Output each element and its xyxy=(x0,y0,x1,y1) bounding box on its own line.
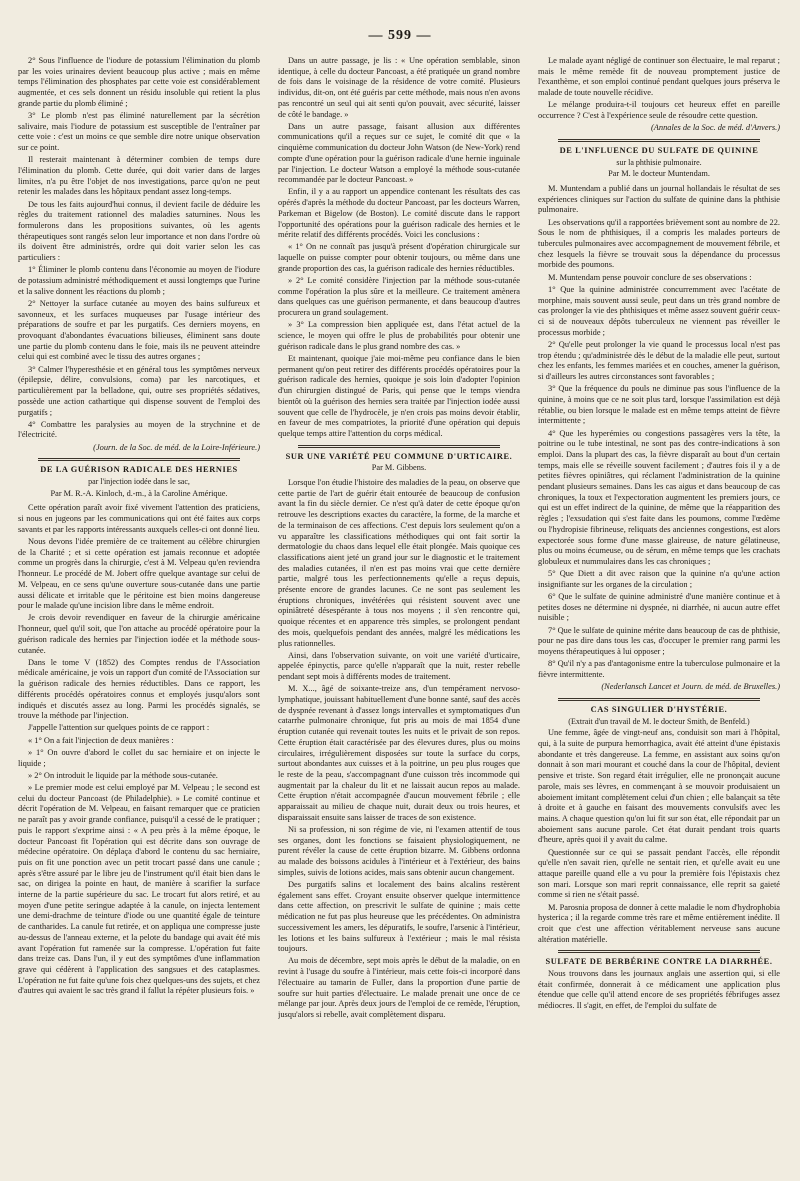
paragraph: M. Muntendam a publié dans un journal hollandais le résultat de ses expériences cliniques sur l'action du sulfate de quinine dans la phthisie pulmonaire. xyxy=(538,184,780,215)
paragraph: J'appelle l'attention sur quelques points de ce rapport : xyxy=(28,723,210,733)
paragraph: M. Parosnia proposa de donner à cette maladie le nom d'hydrophobia hysterica ; il la regarde comme très rare et même entièrement inédite. Il croit que c'est une affection véritablement nerveuse sans aucune altération matérielle. xyxy=(538,902,780,944)
paragraph: « 1° On ne connaît pas jusqu'à présent d'opération chirurgicale sur laquelle on puisse compter pour obtenir toujours, ou même dans une grande proportion des cas, la guérison radicale des hernies réductibles. xyxy=(278,242,520,273)
article-byline: Par M. Gibbens. xyxy=(371,463,427,473)
paragraph: 2° Qu'elle peut prolonger la vie quand le processus local n'est pas trop étendu ; qu'administrée dès le début de la maladie elle peut, surtout chez les enfants, les femmes mariées et en couches, amener la guérison, si d'ailleurs les autres circonstances sont favorables ; xyxy=(538,339,780,381)
paragraph: 3° Que la fréquence du pouls ne diminue pas sous l'influence de la quinine, à moins que ce ne soit plus tard, lorsque l'assimilation est déjà rétablie, ou bien lorsque le malade est en même temps atteint de fièvre intermittente ; xyxy=(538,384,780,426)
paragraph: 3° Calmer l'hyperesthésie et en général tous les symptômes nerveux (épilepsie, délire, convulsions, coma) par les narcotiques, et particulièrement par la belladone, qui, outre ses propriétés sédatives, possède une action cathartique qui dispense souvent de l'emploi des purgatifs ; xyxy=(18,364,260,417)
paragraph: » 1° On ouvre d'abord le collet du sac herniaire et on injecte le liquide ; xyxy=(18,747,260,768)
paragraph: Cette opération paraît avoir fixé vivement l'attention des praticiens, si nous en jugeons par les communications qui ont été faites aux corps savants et par les rapports intéressants auxquels celles-ci ont donné lieu. xyxy=(18,503,260,534)
citation: (Journ. de la Soc. de méd. de la Loire-Inférieure.) xyxy=(93,442,260,452)
paragraph: Dans un autre passage, je lis : « Une opération semblable, sinon identique, à celle du docteur Pancoast, a été pratiquée un grand nombre de fois dans le voisinage de la résidence de votre comité. Plusieurs individus, dit-on, ont été guéris par cette méthode, mais nous n'en avons pas rencontré un seul qui ait senti qu'on pouvait, avec sécurité, laisser de côté le bandage. » xyxy=(278,56,520,119)
article-byline: Par M. le docteur Muntendam. xyxy=(608,169,710,179)
column-left xyxy=(18,56,260,1166)
paragraph: 4° Combattre les paralysies au moyen de la strychnine et de l'électricité. xyxy=(18,419,260,440)
paragraph: 6° Que le sulfate de quinine administré d'une manière continue et à petites doses ne détermine ni dyspnée, ni diarrhée, ni aucun autre effet nuisible ; xyxy=(538,592,780,623)
paragraph: 4° Que les hyperémies ou congestions passagères vers la tête, la poitrine ou le tube intestinal, ne sont pas des contre-indications à son emploi. Dans la plupart des cas, la fièvre disparaît au bout d'un certain temps, mais elle se réveille souvent facilement ; d'autres fois il y a de petites fièvres opiniâtres, qui réclament l'administration de la quinine pendant plusieurs semaines. Dans les cas aigus et dans beaucoup de cas chroniques, la toux et l'expectoration augmentent les premiers jours, ce qui est un effet indirect de la quinine, de même que la réapparition des règles ; l'exsudation qui s'est faite dans les poumons, comme l'œdème ou l'hydropisie fibrineuse, reliquats des anciennes congestions, est alors expectorée sous forme d'une masse glaireuse, de nature gélatineuse, plus ou moins écumeuse, ou de sérum, en même temps que les crachats globuleux et nummulaires dans les cas chroniques ; xyxy=(538,428,780,566)
paragraph: Et maintenant, quoique j'aie moi-même peu confiance dans le bien permanent qu'on peut retirer des différents procédés opératoires pour la guérison radicale des hernies, quoique je sois loin d'adopter l'opinion d'un chirurgien distingué de Paris, qui pense que le temps viendra bientôt où la guérison des hernies sera traitée par l'injection iodée aussi souvent que celle de l'hydrocèle, je n'en crois pas moins devoir établir, en faveur de mes compatriotes, la priorité d'une opération qui depuis quelque temps attire l'attention du corps médical. xyxy=(278,353,520,438)
paragraph: 1° Que la quinine administrée concurremment avec l'acétate de morphine, mais souvent aussi seule, peut dans un très grand nombre de cas prolonger la vie des phthisiques et même assez souvent guérir ceux-ci si de nouveaux dépôts tuberculeux ne viennent pas réveiller le processus morbide ; xyxy=(538,284,780,337)
citation: (Nederlansch Lancet et Journ. de méd. de Bruxelles.) xyxy=(601,682,780,692)
section-divider xyxy=(558,139,760,142)
paragraph: M. X..., âgé de soixante-treize ans, d'un tempérament nervoso-lymphatique, jouissant habituellement d'une bonne santé, sauf des accès de dyspnée revenant à d'assez longs intervalles et symptomatiques d'un catarrhe pulmonaire chronique, fut pris au mois de mai 1854 d'une éruption cutanée qui revenait toutes les nuits et le privait de son repos. Cette éruption était caractérisée par des élevures dures, plus ou moins circulaires, irrégulièrement disposées sur toute la surface du corps, surtout abondantes aux cuisses et à la poitrine, un peu plus rouges que le reste de la peau, s'accompagnant d'une cuisson très incommode qui augmentait par la chaleur du lit et ne laissait aucun repos au malade. Cette éruption n'était accompagnée d'aucun mouvement fébrile ; elle apparaissait au milieu de chaque nuit, durait deux ou trois heures, et disparaissait ensuite sans laisser de traces de son existence. xyxy=(278,684,520,822)
paragraph: Dans le tome V (1852) des Comptes rendus de l'Association médicale américaine, je vois un rapport d'un comité de l'Association sur la guérison radicale des hernies réductibles. Dans ce rapport, les différents procédés opératoires connus et employés jusqu'alors sont indiqués et discutés assez au long. Parmi les procédés signalés, se trouve la méthode par l'injection. xyxy=(18,657,260,721)
paragraph: De tous les faits aujourd'hui connus, il devient facile de déduire les règles du traitement rationnel des maladies saturnines. Nous les formulerons dans les propositions suivantes, où les agents thérapeutiques sont rangés selon leur importance et non dans l'ordre où ils doivent être administrés, ordre qui doit varier selon les cas particuliers : xyxy=(18,199,260,263)
paragraph: » 2° Le comité considère l'injection par la méthode sous-cutanée comme l'opération la plus sûre et la meilleure. Ce traitement amènera dans quelques cas une guérison permanente, et dans beaucoup d'autres procurera un grand soulagement. xyxy=(278,276,520,318)
paragraph: Nous trouvons dans les journaux anglais une assertion qui, si elle était confirmée, donnerait à ce médicament une application plus étendue que celle qu'il attend encore de ses propriétés fébrifuges assez médiocres. Il s'agit, en effet, de l'emploi du sulfate de xyxy=(538,969,780,1011)
paragraph: 5° Que Diett a dit avec raison que la quinine n'a qu'une action insignifiante sur les organes de la circulation ; xyxy=(538,569,780,589)
section-divider xyxy=(298,445,500,448)
column-right xyxy=(538,56,780,1166)
article-title: SULFATE DE BERBÉRINE CONTRE LA DIARRHÉE. xyxy=(545,957,773,967)
paragraph: Des purgatifs salins et localement des bains alcalins restèrent également sans effet. Croyant ensuite observer quelque intermittence dans cette affection, on prescrivit le sulfate de quinine ; mais cette médication ne fut pas plus heureuse que les précédentes. On administra successivement les amers, les dépuratifs, le soufre, l'arsenic à l'intérieur, les lotions et les bains sulfureux à l'extérieur ; mais le mal résista toujours. xyxy=(278,880,520,954)
paragraph: Ni sa profession, ni son régime de vie, ni l'examen attentif de tous ses organes, dont les fonctions se faisaient physiologiquement, ne purent révéler la cause de cette éruption bizarre. M. Gibbens ordonna au malade des boissons acidules à l'intérieur et à l'extérieur, des bains simples, suivis de lotions acides, mais sans obtenir aucun changement. xyxy=(278,825,520,877)
paragraph: 2° Nettoyer la surface cutanée au moyen des bains sulfureux et savonneux, et les surfaces muqueuses par l'usage intérieur des préparations de soufre et par les purgatifs. Ces derniers moyens, en provoquant d'abondantes évacuations bilieuses, éliminent sans doute une partie du plomb contenu dans le foie, mais ils ne peuvent atteindre celui qui est combiné avec le tissu des autres organes ; xyxy=(18,298,260,362)
paragraph: « 1° On a fait l'injection de deux manières : xyxy=(28,735,174,745)
article-title: DE LA GUÉRISON RADICALE DES HERNIES xyxy=(40,465,238,475)
paragraph: Je crois devoir revendiquer en faveur de la chirurgie américaine l'honneur, quel qu'il soit, que l'on attache au procédé opératoire pour la guérison radicale des hernies par l'injection iodée et la méthode sous-cutanée. xyxy=(18,613,260,655)
paragraph: 1° Éliminer le plomb contenu dans l'économie au moyen de l'iodure de potassium administré méthodiquement et aussi longtemps que l'urine et la salive donnent les réactions du plomb ; xyxy=(18,265,260,296)
paragraph: Enfin, il y a au rapport un appendice contenant les résultats des cas opérés d'après la méthode du docteur Pancoast, par les docteurs Warren, Parkeman et Bigelow (de Boston). Le comité discute dans le rapport l'opportunité des opérations pour la guérison radicale des hernies et le mérite relatif des différents procédés. Voici les conclusions : xyxy=(278,187,520,240)
section-divider xyxy=(558,950,760,953)
paragraph: Ainsi, dans l'observation suivante, on voit une variété d'urticaire, appelée épinyctis, parce qu'elle n'apparaît que la nuit, rester rebelle pendant sept mois à différents modes de traitement. xyxy=(278,650,520,682)
paragraph: 3° Le plomb n'est pas éliminé naturellement par la sécrétion salivaire, mais l'iodure de potassium est susceptible de l'entraîner par cette voie : c'est un moins ce que semble dire notre unique observation sur ce point. xyxy=(18,111,260,153)
section-divider xyxy=(558,698,760,701)
paragraph: Une femme, âgée de vingt-neuf ans, conduisit son mari à l'hôpital, qui, à la suite de purpura hemorrhagica, avait été atteint d'une épistaxis abondante et très dangereuse. La femme, en assistant aux soins qu'on donnait à son mari mourant et couché dans la cour de l'hôpital, devient pensive et triste. Son regard était irrégulier, elle ne prononçait aucune parole, mais ses lèvres, en commençant à se mouvoir produisaient un aboiement imitant complètement celui d'un chien ; elle balançait sa tête à droite et à gauche en faisant des mouvements convulsifs avec les mains. A chaque question qu'on lui fit sur son état, elle répondait par un aboiement sans aucune parole. Cet état durait pendant trois quarts d'heure, après quoi il y avait du calme. xyxy=(538,728,780,845)
paragraph: Nous devons l'idée première de ce traitement au célèbre chirurgien de la Charité ; et si cette opération est jamais reconnue et adoptée comme un progrès dans la chirurgie, c'est à M. Velpeau qu'en reviendra l'honneur. Le procédé de M. Jobert offre quelque avantage sur celui de M. Velpeau, en ce sens qu'une ouverture sous-cutanée dans une partie aussi délicate et irritable que le péritoine est bien moins dangereuse pour le malade qu'une incision libre dans le même endroit. xyxy=(18,537,260,611)
paragraph: Questionnée sur ce qui se passait pendant l'accès, elle répondit qu'elle n'en savait rien, qu'elle ne sentait rien, et qu'elle avait eu une attaque pareille quand elle a vu pour la première fois l'épistaxis chez son mari. Lorsque son mari reprit connaissance, elle reprit sa gaieté comme si rien ne s'était passé. xyxy=(538,847,780,900)
page-number: — 599 — xyxy=(368,28,432,43)
paragraph: M. Muntendam pense pouvoir conclure de ses observations : xyxy=(548,272,752,282)
page-header xyxy=(0,28,800,44)
paragraph: Le mélange produira-t-il toujours cet heureux effet en pareille occurrence ? C'est à l'expérience seule de résoudre cette question. xyxy=(538,100,780,121)
paragraph: 8° Qu'il n'y a pas d'antagonisme entre la tuberculose pulmonaire et la fièvre intermittente. xyxy=(538,659,780,679)
paragraph: Les observations qu'il a rapportées brièvement sont au nombre de 22. Sous le nom de phthisiques, il a compris les malades porteurs de tubercules pulmonaires avec accompagnement de mouvement fébrile, et chez lesquels la fièvre se trouvait sous la dépendance du processus morbide des poumons. xyxy=(538,217,780,270)
article-subtitle: sur la phthisie pulmonaire. xyxy=(616,157,702,167)
article-title: DE L'INFLUENCE DU SULFATE DE QUININE xyxy=(559,145,759,155)
article-subtitle: par l'injection iodée dans le sac, xyxy=(88,477,190,487)
section-divider xyxy=(38,458,240,461)
column-middle xyxy=(278,56,520,1166)
paragraph: Lorsque l'on étudie l'histoire des maladies de la peau, on observe que cette partie de l'art de guérir était entourée de beaucoup de confusion avant la fin du siècle dernier. Ce n'est qu'à dater de cette époque qu'on retrouve les descriptions exactes du caractère, la forme, de la marche et de la terminaison de ces affections. C'est depuis lors seulement qu'on a vu apparaître les classifications méthodiques qui ont fait sortir la dermatologie du chaos dans lequel elle était plongée. Mais quoique ces classifications aient jeté un grand jour sur le diagnostic et le traitement des maladies cutanées, il n'en est pas moins vrai que cette dernière partie, malgré tous les perfectionnements qu'elle a reçus depuis, présente encore de grandes lacunes. Ce ne sont pas seulement les éruptions chroniques, invétérées qui résistent souvent avec une opiniâtreté désespérante à tous nos moyens ; il s'en rencontre qui, quoique récentes et en apparence très simples, se prolongent pendant des mois, quelquefois pendant des années, malgré les médications les plus rationnelles. xyxy=(278,478,520,648)
paragraph: » 2° On introduit le liquide par la méthode sous-cutanée. xyxy=(28,770,218,780)
article-title: CAS SINGULIER D'HYSTÉRIE. xyxy=(590,704,728,714)
article-title: SUR UNE VARIÉTÉ PEU COMMUNE D'URTICAIRE. xyxy=(285,451,513,461)
paragraph: » 3° La compression bien appliquée est, dans l'état actuel de la science, le moyen qui offre le plus de probabilités pour obtenir une guérison radicale dans le plus grand nombre des cas. » xyxy=(278,320,520,351)
paragraph: 7° Que le sulfate de quinine mérite dans beaucoup de cas de phthisie, pour ne pas dire dans tous les cas, d'occuper le premier rang parmi les moyens thérapeutiques à lui opposer ; xyxy=(538,625,780,657)
article-byline: Par M. R.-A. Kinloch, d.-m., à la Caroline Amérique. xyxy=(50,488,228,498)
paragraph: Au mois de décembre, sept mois après le début de la maladie, on en revint à l'usage du soufre à l'intérieur, mais cette fois-ci incorporé dans l'électuaire au tamarin de Fuller, dans la proportion d'une partie de soufre sur huit parties d'électuaire. Le malade prenait une once de ce mélange par jour. Après deux jours de l'emploi de ce remède, l'éruption, jusqu'alors si rebelle, avait complètement disparu. xyxy=(278,956,520,1019)
paragraph: Dans un autre passage, faisant allusion aux différentes communications qu'il a reçues sur ce sujet, le comité dit que « la cinquième communication du docteur John Watson (de New-York) rend compte d'une opération pour la guérison radicale d'une hernie inguinale par l'injection. Le docteur Watson a employé la méthode sous-cutanée recommandée par le docteur Pancoast. » xyxy=(278,121,520,185)
article-subtitle: (Extrait d'un travail de M. le docteur Smith, de Benfeld.) xyxy=(568,716,750,726)
citation: (Annales de la Soc. de méd. d'Anvers.) xyxy=(650,123,780,133)
paragraph: 2° Sous l'influence de l'iodure de potassium l'élimination du plomb par les voies urinaires devient beaucoup plus active ; mais en même temps l'élimination des phosphates par cette voie est considérablement augmentée, et ces sels donnent un résidu insoluble qui retient la plus grande partie du plomb éliminé ; xyxy=(18,56,260,108)
paragraph: Le malade ayant négligé de continuer son électuaire, le mal reparut ; mais le même remède fit de nouveau promptement justice de l'exanthème, et son emploi continué pendant quelques jours préserva le malade de toute nouvelle récidive. xyxy=(538,56,780,98)
paragraph: » Le premier mode est celui employé par M. Velpeau ; le second est celui du docteur Pancoast (de Philadelphie). » Le comité continue et décrit l'opération de M. Velpeau, en faisant remarquer que ce praticien ne paraît pas y avoir grande confiance, puisqu'il a cessé de le pratiquer ; puis le rapport s'exprime ainsi : « A peu près à la même époque, le docteur Pancoast fit l'opération qui est décrite dans son ouvrage de médecine opératoire. On déplaça d'abord le contenu du sac herniaire, puis on fit une ponction avec un petit trocart passé dans une canule ; après s'être assuré par le libre jeu de l'instrument qu'il était bien dans le sac, on dirigea la pointe en haut, de manière à scarifier la surface interne de la partie supérieure du sac. Le trocart fut alors retiré, et au moyen d'une petite seringue adaptée à la canule, on injecta lentement une demi-drachme de teinture d'iode ou une quantité égale de teinture de cantharides. La canule fut retirée, et on appliqua une compresse juste au-dessus de l'anneau externe, et la pelote du bandage qui avait été mis avant l'opération fut ramenée sur la compresse. L'opération fut faite dans treize cas. Dans l'un, il y eut des symptômes d'une inflammation grave qui cédèrent à l'application des sangsues et des cataplasmes. L'opération ne fut faite qu'une fois chez quelques-uns des sujets, et chez d'autres qui avaient le sac très grand il fallut la répéter plusieurs fois. » xyxy=(18,783,260,996)
paragraph: Il resterait maintenant à déterminer combien de temps dure l'élimination du plomb. Cette durée, qui doit varier dans de larges limites, n'a pu être l'objet de nos investigations, parce qu'on ne peut retenir les malades dans les hôpitaux pendant assez long-temps. xyxy=(18,155,260,197)
